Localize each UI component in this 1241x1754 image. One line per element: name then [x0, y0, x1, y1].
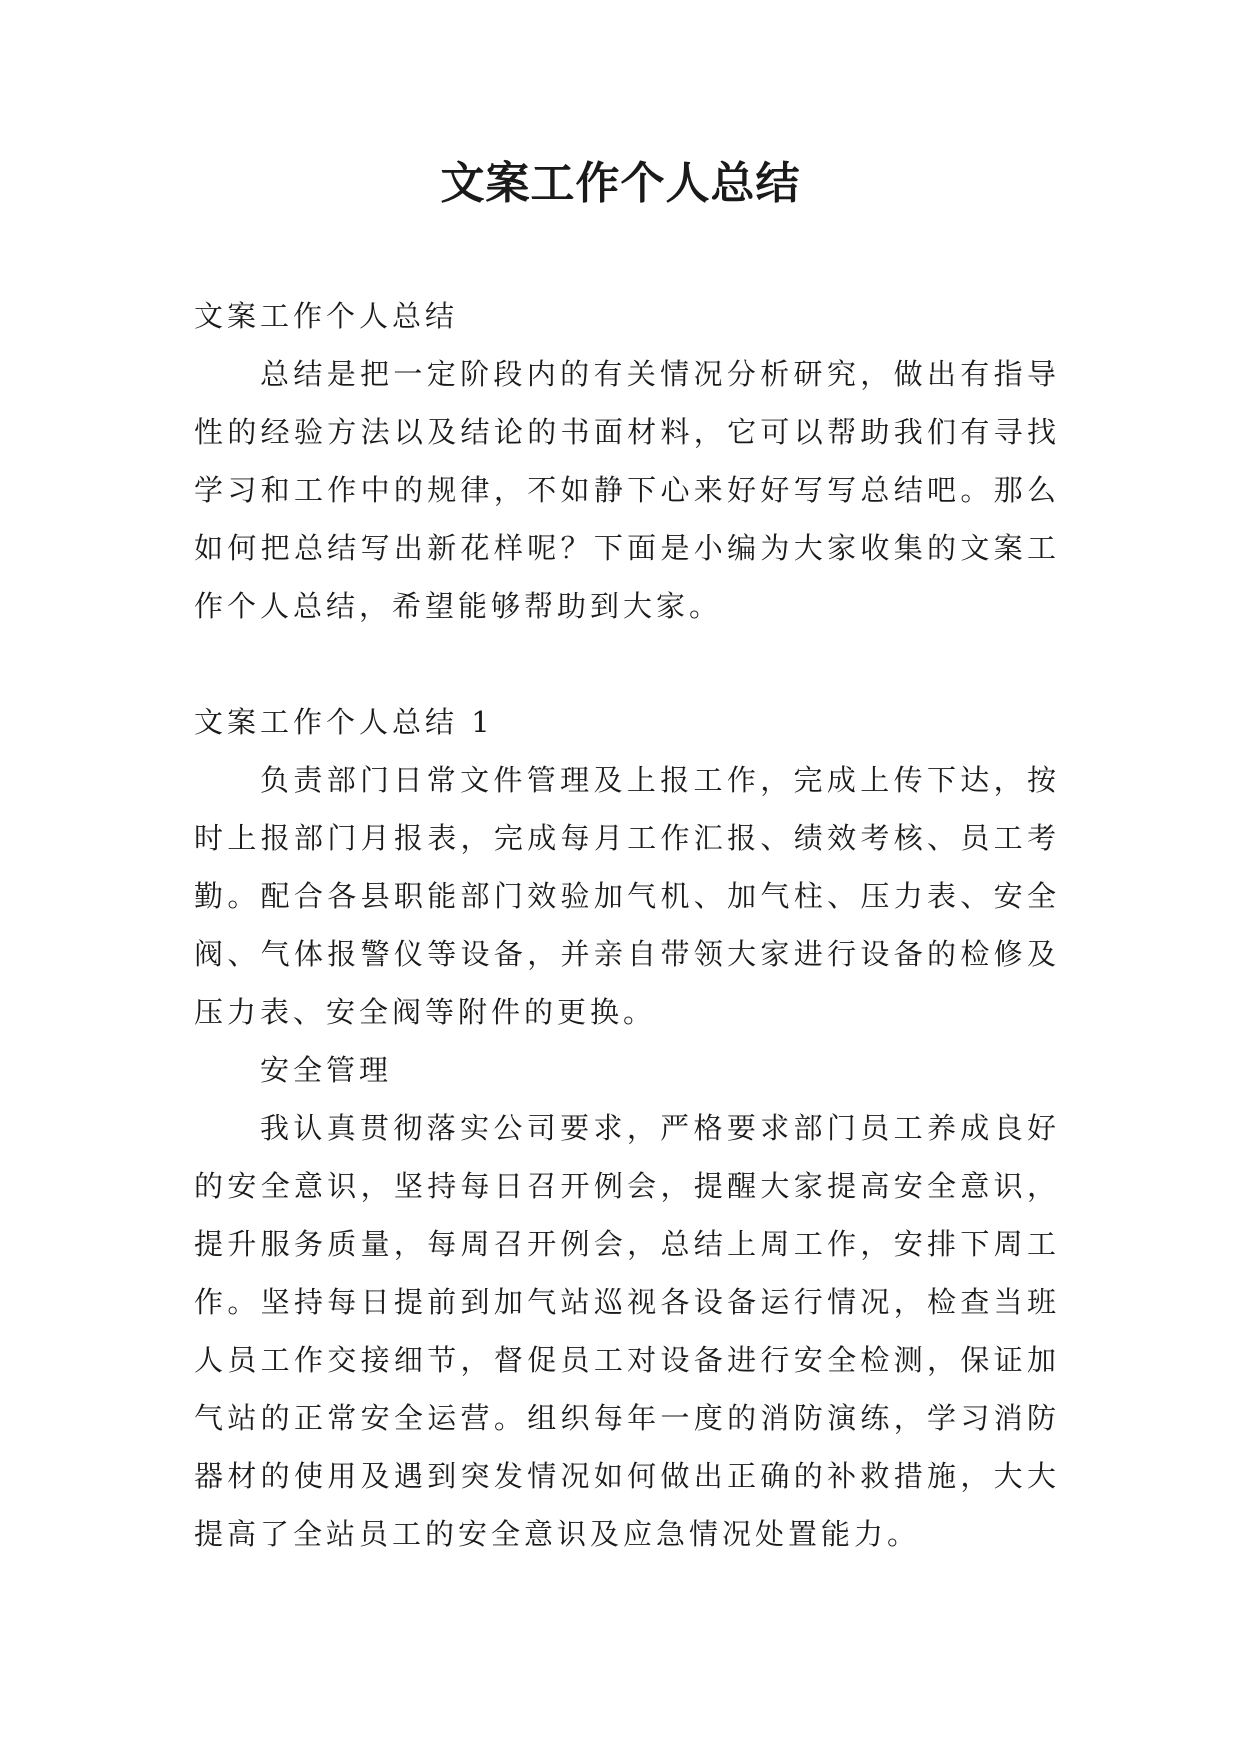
document-body [194, 287, 1060, 1563]
section-heading: 文案工作个人总结 1 [194, 705, 494, 739]
intro-paragraph: 总结是把一定阶段内的有关情况分析研究，做出有指导性的经验方法以及结论的书面材料，它可以帮助我们有寻找学习和工作中的规律，不如静下心来好好写写总结吧。那么如何把总结写出新花样呢？下面是小编为大家收集的文案工作个人总结，希望能够帮助到大家。 [194, 357, 1060, 623]
document-title: 文案工作个人总结 [440, 158, 801, 209]
subtitle: 文案工作个人总结 [194, 299, 459, 333]
section-spacer [194, 635, 1060, 693]
sub-heading: 安全管理 [260, 1053, 393, 1087]
body-paragraph: 我认真贯彻落实公司要求，严格要求部门员工养成良好的安全意识，坚持每日召开例会，提醒大家提高安全意识，提升服务质量，每周召开例会，总结上周工作，安排下周工作。坚持每日提前到加气站巡视各设备运行情况，检查当班人员工作交接细节，督促员工对设备进行安全检测，保证加气站的正常安全运营。组织每年一度的消防演练，学习消防器材的使用及遇到突发情况如何做出正确的补救措施，大大提高了全站员工的安全意识及应急情况处置能力。 [194, 1111, 1060, 1551]
body-paragraph: 负责部门日常文件管理及上报工作，完成上传下达，按时上报部门月报表，完成每月工作汇报、绩效考核、员工考勤。配合各县职能部门效验加气机、加气柱、压力表、安全阀、气体报警仪等设备，并亲自带领大家进行设备的检修及压力表、安全阀等附件的更换。 [194, 763, 1060, 1029]
